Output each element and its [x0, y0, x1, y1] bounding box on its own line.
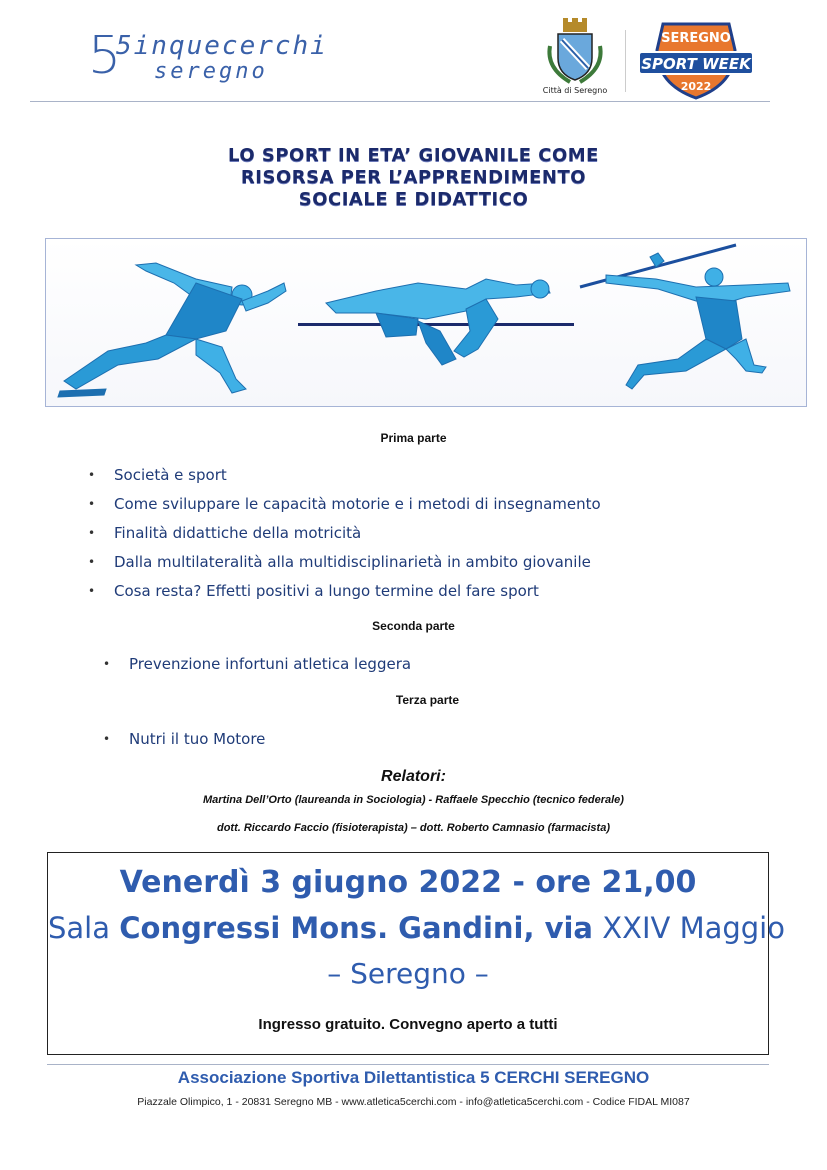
- badge-year-text: 2022: [680, 80, 712, 93]
- athletes-illustration: [45, 238, 807, 407]
- list-item: • Nutri il tuo Motore: [103, 730, 266, 748]
- section-heading-1: Prima parte: [380, 431, 447, 445]
- list-item: • Società e sport: [88, 466, 227, 484]
- list-item: • Prevenzione infortuni atletica leggera: [103, 655, 412, 673]
- bullet-icon: •: [88, 497, 96, 511]
- bullet-icon: •: [88, 468, 96, 482]
- list-item: • Cosa resta? Effetti positivi a lungo termine del fare sport: [88, 582, 539, 600]
- venue-street: XXIV Maggio: [593, 911, 785, 945]
- list-item: • Come sviluppare le capacità motorie e i metodi di insegnamento: [88, 495, 601, 513]
- speakers-line-2: dott. Riccardo Faccio (fisioterapista) – dott. Roberto Camnasio (farmacista): [216, 822, 610, 834]
- jump-bar: [298, 323, 574, 326]
- title-line-3: SOCIALE E DIDATTICO: [298, 189, 529, 210]
- logo-text-top: 5inquecerchi: [116, 31, 328, 61]
- bullet-icon: •: [103, 657, 111, 671]
- badge-main-text: SPORT WEEK: [641, 55, 751, 73]
- bullet-icon: •: [103, 732, 111, 746]
- header-rule: [30, 101, 770, 102]
- association-name: Associazione Sportiva Dilettantistica 5 CERCHI SEREGNO: [177, 1068, 650, 1087]
- logo-text-bottom: seregno: [154, 59, 268, 84]
- badge-top-text: SEREGNO: [661, 31, 731, 46]
- event-box: [47, 852, 785, 1055]
- speakers-heading: Relatori:: [381, 768, 446, 785]
- high-jumper-figure: [326, 279, 550, 365]
- title-line-1: LO SPORT IN ETA’ GIOVANILE COME: [228, 145, 599, 166]
- cinquecerchi-logo: [88, 26, 338, 90]
- footer-rule: [47, 1064, 769, 1065]
- section-3-list: [103, 729, 265, 758]
- event-venue: [48, 911, 785, 945]
- event-date: Venerdì 3 giugno 2022 - ore 21,00: [119, 865, 697, 900]
- title-line-2: RISORSA PER L’APPRENDIMENTO: [240, 167, 587, 188]
- section-1-list: [88, 465, 601, 610]
- sprinter-figure: [58, 263, 286, 397]
- crest-caption: Città di Seregno: [542, 86, 608, 95]
- logo-numeral: 5: [88, 26, 122, 86]
- sport-week-badge: [639, 20, 753, 100]
- header-divider: [625, 30, 626, 92]
- list-item: • Dalla multilateralità alla multidisciplinarietà in ambito giovanile: [88, 553, 591, 571]
- section-heading-3: Terza parte: [395, 693, 460, 707]
- venue-name: Congressi Mons. Gandini, via: [119, 911, 594, 945]
- javelin-thrower-figure: [580, 245, 790, 389]
- bullet-icon: •: [88, 555, 96, 569]
- page-title: [150, 145, 677, 211]
- speakers-line-1: Martina Dell’Orto (laureanda in Sociologia) - Raffaele Specchio (tecnico federale): [203, 794, 624, 806]
- list-item: • Finalità didattiche della motricità: [88, 524, 362, 542]
- event-entry-note: Ingresso gratuito. Convegno aperto a tutti: [258, 1016, 558, 1033]
- contact-line: Piazzale Olimpico, 1 - 20831 Seregno MB - www.atletica5cerchi.com - info@atletica5cerchi.com - Codice FIDAL MI087: [137, 1096, 690, 1108]
- city-crest: [540, 18, 610, 100]
- event-city: – Seregno –: [327, 957, 489, 990]
- bullet-icon: •: [88, 526, 96, 540]
- bullet-icon: •: [88, 584, 96, 598]
- section-2-list: [103, 654, 411, 683]
- section-heading-2: Seconda parte: [372, 619, 455, 633]
- crest-icon: [540, 18, 610, 86]
- venue-prefix: Sala: [48, 911, 120, 945]
